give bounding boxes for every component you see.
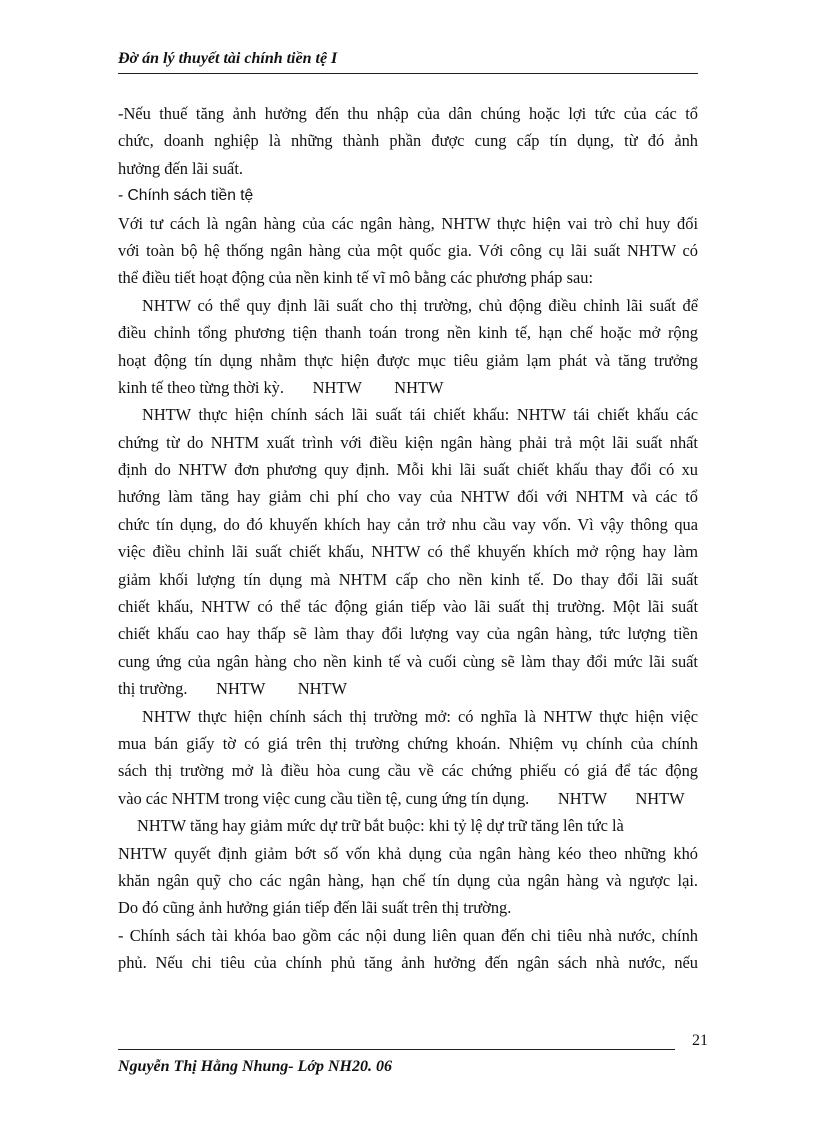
body-line: thể điều tiết hoạt động của nền kinh tế vĩ mô bằng các phương pháp sau:: [118, 268, 594, 288]
document-body: [118, 100, 698, 977]
body-line: NHTW tăng hay giảm mức dự trữ bắt buộc: khi tỷ lệ dự trữ tăng lên tức là: [137, 816, 624, 836]
body-line: -Nếu thuế tăng ảnh hưởng đến thu nhập của dân chúng hoặc lợi tức của các tổ: [118, 104, 698, 123]
body-line: chứng từ do NHTM xuất trình với điều kiện ngân hàng phải trả một lãi suất nhất: [118, 432, 698, 452]
body-line: giảm khối lượng tín dụng mà NHTM cấp cho nền kinh tế. Do thay đổi lãi suất: [118, 569, 698, 589]
body-line: mua bán giấy tờ có giá trên thị trường chứng khoán. Nhiệm vụ chính của chính: [118, 733, 698, 753]
body-line: cung ứng của ngân hàng cho nền kinh tế và cuối cùng sẽ làm thay đổi mức lãi suất: [118, 651, 698, 671]
document-header-title: Đờ án lý thuyết tài chính tiền tệ I: [118, 50, 338, 67]
section-heading-monetary-policy: - Chính sách tiền tệ: [118, 187, 254, 205]
body-line: thị trường. NHTW NHTW: [118, 679, 347, 699]
body-line: hưởng đến lãi suất.: [118, 158, 243, 178]
body-line: chiết khấu cao hay thấp sẽ làm thay đổi lượng vay của ngân hàng, tức lượng tiền: [118, 624, 698, 644]
body-line: sách thị trường mở là điều hòa cung cầu về các chứng phiếu có giá để tác động: [118, 761, 698, 781]
body-line: việc điều chỉnh lãi suất chiết khấu, NHTW có thể khuyến khích mở rộng hay làm: [118, 542, 698, 562]
section-heading-fiscal-policy: - Chính sách tài khóa bao gồm các nội dung liên quan đến chi tiêu nhà nước, chính: [118, 925, 698, 945]
body-line: khăn ngân quỹ cho các ngân hàng, hạn chế tín dụng của ngân hàng và ngược lại.: [118, 870, 698, 890]
body-line: NHTW thực hiện chính sách lãi suất tái chiết khấu: NHTW tái chiết khấu các: [142, 405, 698, 425]
body-line: vào các NHTM trong việc cung cầu tiền tệ, cung ứng tín dụng. NHTW NHTW: [118, 788, 685, 808]
body-line: NHTW thực hiện chính sách thị trường mở: có nghĩa là NHTW thực hiện việc: [142, 706, 698, 726]
body-line: Với tư cách là ngân hàng của các ngân hàng, NHTW thực hiện vai trò chỉ huy đối: [118, 213, 698, 233]
body-line: NHTW có thể quy định lãi suất cho thị trường, chủ động điều chỉnh lãi suất để: [142, 295, 698, 315]
body-line: định do NHTW đơn phương quy định. Mỗi khi lãi suất chiết khấu thay đổi có xu: [118, 460, 698, 480]
body-line: với toàn bộ hệ thống ngân hàng của một quốc gia. Với công cụ lãi suất NHTW có: [118, 240, 698, 260]
body-line: chức tín dụng, do đó khuyến khích hay cản trở nhu cầu vay vốn. Vì vậy thông qua: [118, 514, 698, 534]
body-line: NHTW quyết định giảm bớt số vốn khả dụng của ngân hàng kéo theo những khó: [118, 843, 698, 863]
body-line: kinh tế theo từng thời kỳ. NHTW NHTW: [118, 377, 444, 397]
body-line: chức, doanh nghiệp là những thành phần được cung cấp tín dụng, từ đó ảnh: [118, 131, 698, 151]
body-line: chiết khấu, NHTW có thể tác động gián tiếp vào lãi suất thị trường. Một lãi suất: [118, 597, 698, 617]
body-line: Do đó cũng ảnh hưởng gián tiếp đến lãi suất trên thị trường.: [118, 898, 512, 918]
body-line: phủ. Nếu chi tiêu của chính phủ tăng ảnh hưởng đến ngân sách nhà nước, nếu: [118, 953, 698, 973]
body-line: điều chỉnh tổng phương tiện thanh toán trong nền kinh tế, hạn chế hoặc mở rộng: [118, 323, 698, 343]
header-divider: [118, 73, 698, 74]
body-line: hoạt động tín dụng nhằm thực hiện được mục tiêu giảm lạm phát và tăng trưởng: [118, 350, 698, 370]
footer-divider: [118, 1049, 675, 1050]
page-number: 21: [692, 1032, 708, 1049]
body-line: hướng làm tăng hay giảm chi phí cho vay của NHTW đối với NHTM và các tổ: [118, 487, 698, 507]
footer-author: Nguyễn Thị Hằng Nhung- Lớp NH20. 06: [118, 1058, 392, 1075]
